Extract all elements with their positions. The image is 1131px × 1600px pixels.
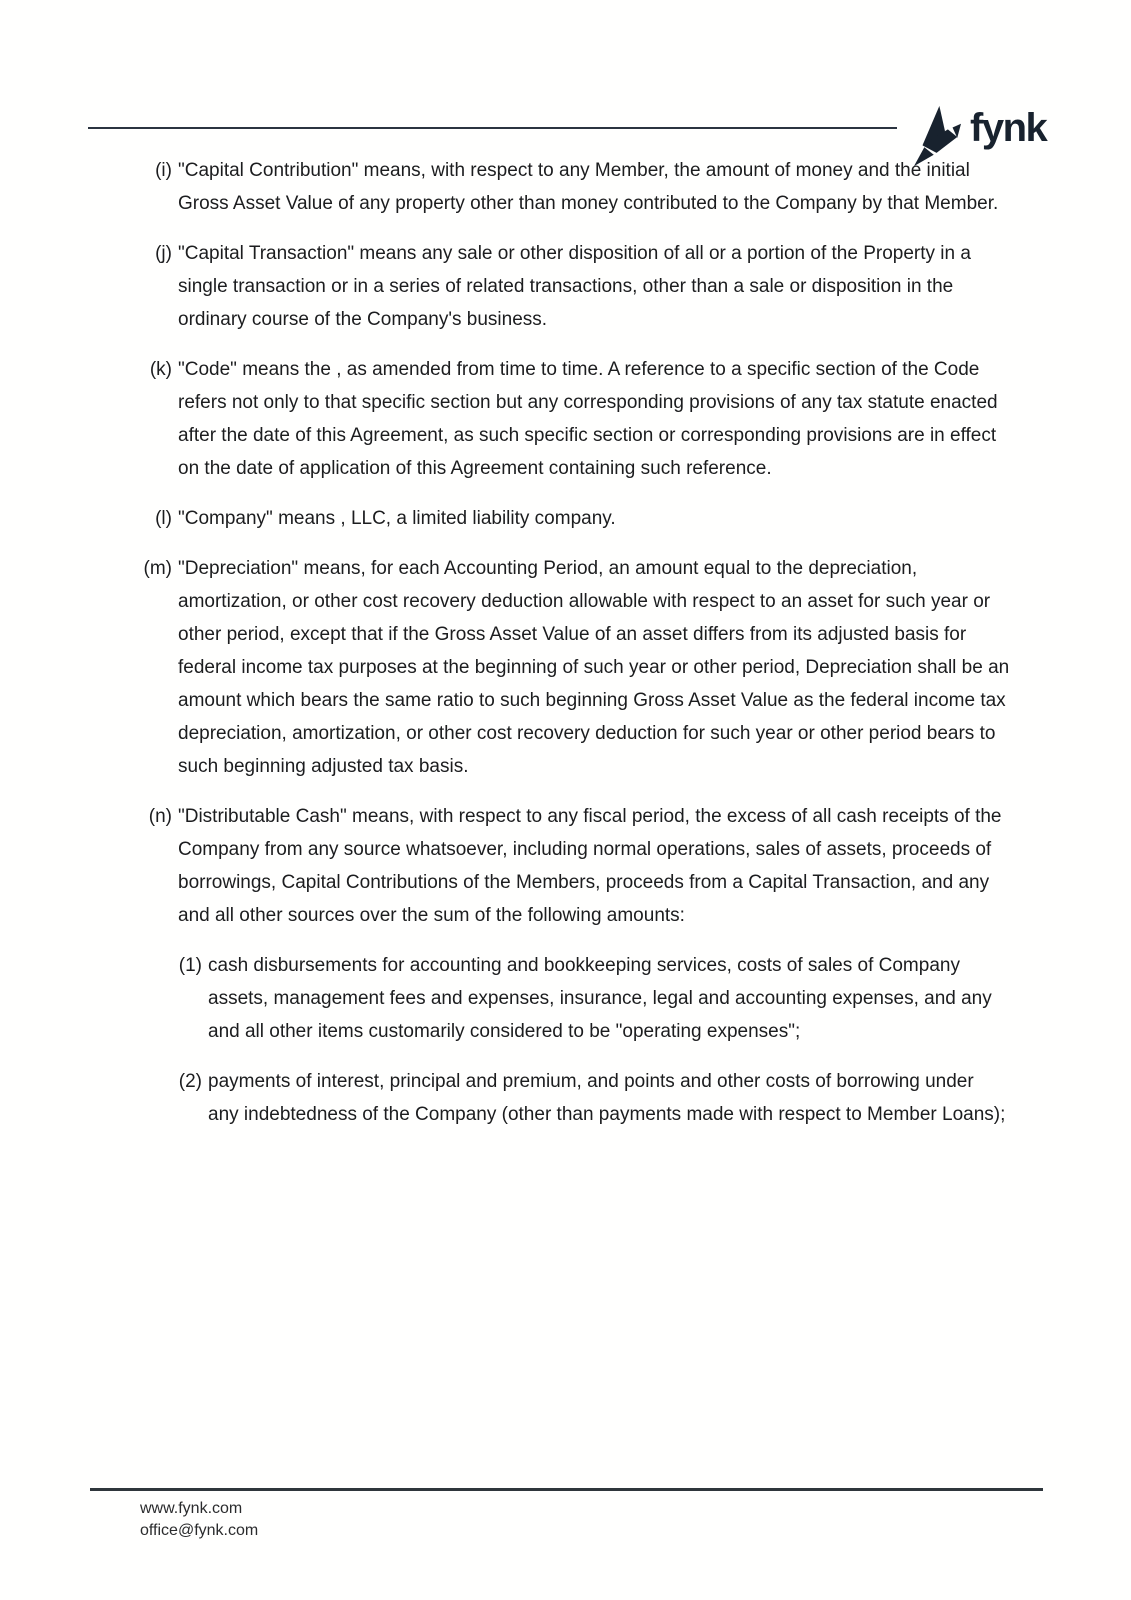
definition-label: (k) (149, 359, 172, 380)
definition-label: (n) (148, 806, 172, 827)
subitem-text: payments of interest, principal and premium, and points and other costs of borrowing under any indebtedness of the Company (other than payments made with respect to Member Loans); (208, 1071, 1006, 1125)
definition-label: (m) (143, 558, 172, 579)
footer-website: www.fynk.com (140, 1500, 243, 1517)
subitem-label: (2) (178, 1071, 202, 1092)
footer-email: office@fynk.com (140, 1522, 259, 1539)
definition-text: "Capital Transaction" means any sale or other disposition of all or a portion of the Property in a single transaction or in a series of related transactions, other than a sale or disposition in the ordinary course of the Company's business. (178, 243, 971, 330)
definition-text: "Capital Contribution" means, with respect to any Member, the amount of money and the initial Gross Asset Value of any property other than money contributed to the Company by that Member. (178, 160, 999, 214)
definition-item-n (0, 800, 1131, 932)
definition-subitem-2 (0, 1065, 1131, 1131)
definition-label: (i) (155, 160, 172, 181)
definition-item-m (0, 552, 1131, 783)
definition-subitem-1 (0, 949, 1131, 1048)
definition-label: (j) (155, 243, 172, 264)
definition-text: "Distributable Cash" means, with respect to any fiscal period, the excess of all cash receipts of the Company from any source whatsoever, including normal operations, sales of assets, proceeds of borrowings, Capital Contributions of the Members, proceeds from a Capital Transaction, and any and all other sources over the sum of the following amounts: (178, 806, 1002, 926)
subitem-label: (1) (178, 955, 202, 976)
definition-label: (l) (155, 508, 172, 529)
definition-item-l (0, 502, 1131, 535)
definition-text: "Code" means the , as amended from time to time. A reference to a specific section of the Code refers not only to that specific section but any corresponding provisions of any tax statute enacted after the date of this Agreement, as such specific section or corresponding provisions are in effect on the date of application of this Agreement containing such reference. (178, 359, 998, 479)
footer-divider (90, 1488, 1043, 1491)
logo-brand-text: fynk (970, 106, 1047, 150)
definitions-section (0, 154, 1131, 1148)
definition-text: "Depreciation" means, for each Accounting Period, an amount equal to the depreciation, amortization, or other cost recovery deduction allowable with respect to an asset for such year or other period, except that if the Gross Asset Value of an asset differs from its adjusted basis for federal income tax purposes at the beginning of such year or other period, Depreciation shall be an amount which bears the same ratio to such beginning Gross Asset Value as the federal income tax depreciation, amortization, or other cost recovery deduction for such year or other period bears to such beginning adjusted tax basis. (178, 558, 1010, 777)
definition-text: "Company" means , LLC, a limited liability company. (178, 508, 616, 529)
header-divider (88, 127, 897, 129)
subitem-text: cash disbursements for accounting and bookkeeping services, costs of sales of Company assets, management fees and expenses, insurance, legal and accounting expenses, and any and all other items customarily considered to be "operating expenses"; (208, 955, 992, 1042)
definition-item-i (0, 154, 1131, 220)
definition-item-j (0, 237, 1131, 336)
definition-item-k (0, 353, 1131, 485)
footer-contact (140, 1498, 258, 1542)
